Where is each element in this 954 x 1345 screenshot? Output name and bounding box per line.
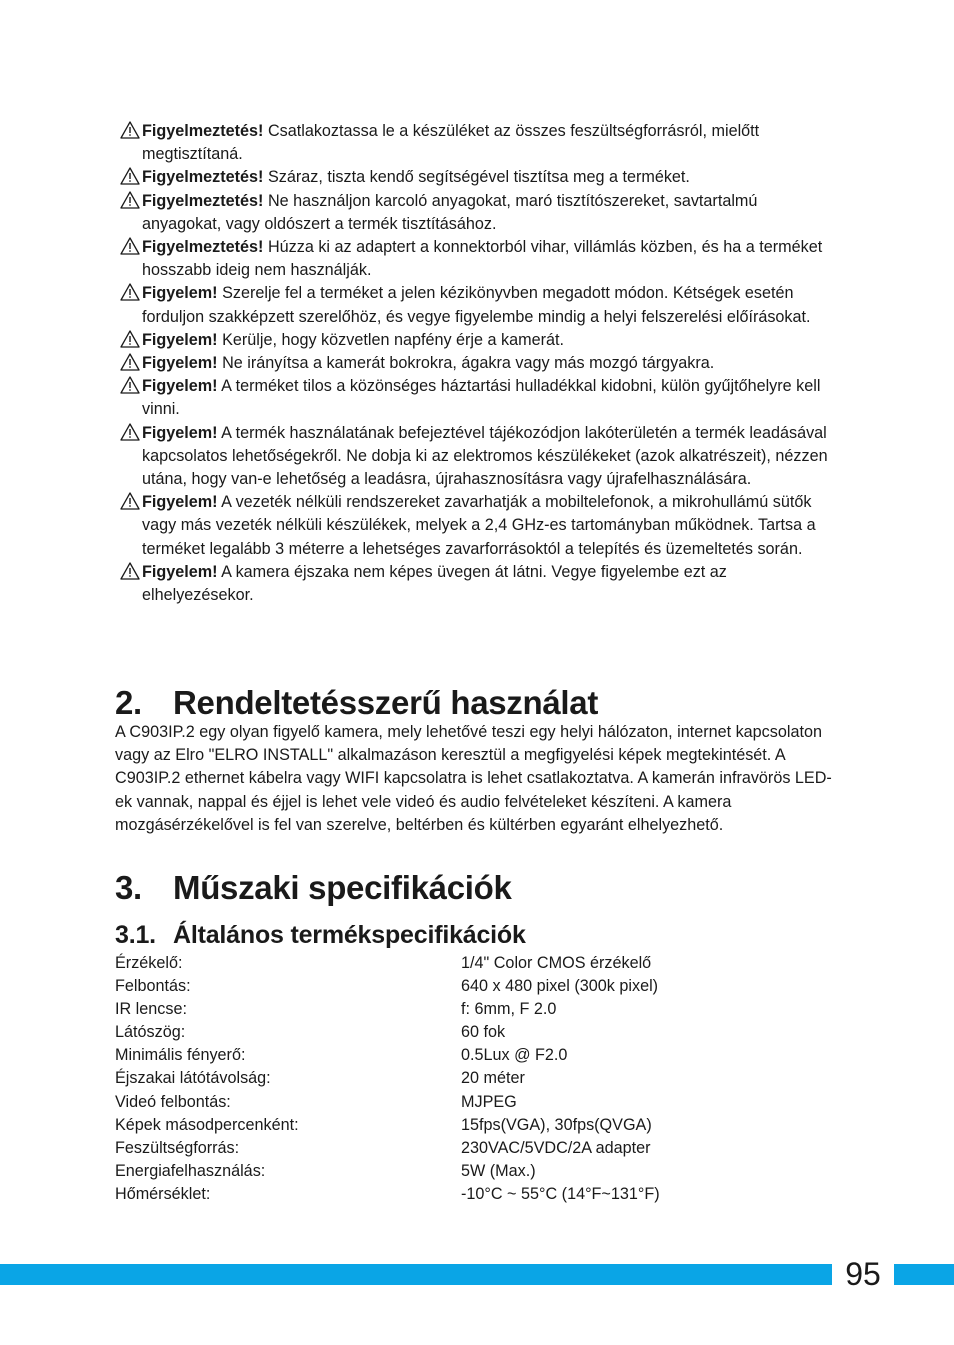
spec-key: Feszültségforrás: <box>115 1138 240 1157</box>
page-number: 95 <box>832 1256 894 1293</box>
warning-triangle-icon <box>120 330 140 348</box>
warning-triangle-icon <box>120 353 140 371</box>
warning-item <box>118 282 838 328</box>
warning-label: Figyelem! <box>142 284 218 303</box>
spec-key: Látószög: <box>115 1023 186 1042</box>
footer-bar <box>0 1264 954 1285</box>
spec-key: Videó felbontás: <box>115 1092 231 1111</box>
section-number: 2. <box>115 684 142 721</box>
warning-label: Figyelmeztetés! <box>142 191 264 210</box>
warning-item <box>118 190 838 236</box>
section-number: 3. <box>115 869 142 906</box>
warning-label: Figyelem! <box>142 377 218 396</box>
warning-label: Figyelem! <box>142 493 218 512</box>
spec-key: Felbontás: <box>115 977 191 996</box>
spec-row <box>115 1183 835 1206</box>
warnings-list <box>118 120 838 607</box>
warning-item <box>118 329 838 352</box>
warning-triangle-icon <box>120 237 140 255</box>
spec-value: 20 méter <box>461 1069 525 1088</box>
spec-key: Energiafelhasználás: <box>115 1161 266 1180</box>
spec-value: 0.5Lux @ F2.0 <box>461 1046 568 1065</box>
warning-item <box>118 236 838 282</box>
warning-label: Figyelmeztetés! <box>142 168 264 187</box>
warning-text: A terméket tilos a közönséges háztartási hulladékkal kidobni, külön gyűjtőhelyre kell vinni. <box>142 377 821 419</box>
spec-row <box>115 1137 835 1160</box>
warning-label: Figyelem! <box>142 562 218 581</box>
spec-row <box>115 1160 835 1183</box>
spec-key: IR lencse: <box>115 1000 187 1019</box>
warning-label: Figyelem! <box>142 423 218 442</box>
spec-key: Érzékelő: <box>115 954 183 972</box>
warning-text: Szerelje fel a terméket a jelen kézikönyvben megadott módon. Kétségek esetén forduljon szakképzett szerelőhöz, és vegye figyelembe mindig a helyi felszerelési előírásokat. <box>142 284 811 326</box>
section-title: Rendeltetésszerű használat <box>173 684 599 721</box>
warning-triangle-icon <box>120 562 140 580</box>
intended-use-paragraph: A C903IP.2 egy olyan figyelő kamera, mely lehetővé teszi egy helyi hálózaton, internet kapcsolaton vagy az Elro "ELRO INSTALL" alkalmazáson keresztül a megfigyelési képek megtekintését. A C903IP.2 ethernet kábelra vagy WIFI kapcsolatra is lehet csatlakoztatva. A kamerán infravörös LED-ek vannak, nappal és éjjel is lehet vele videó és audio felvételeket készíteni. A kamera mozgásérzékelővel is fel van szerelve, beltérben és kültérben egyaránt elhelyezhető. <box>115 723 832 834</box>
spec-key: Képek másodpercenként: <box>115 1115 299 1134</box>
warning-item <box>118 352 838 375</box>
warning-text: Ne irányítsa a kamerát bokrokra, ágakra vagy más mozgó tárgyakra. <box>217 354 715 373</box>
spec-row <box>115 952 835 975</box>
warning-item <box>118 120 838 166</box>
spec-value: 640 x 480 pixel (300k pixel) <box>461 977 659 996</box>
warning-item <box>118 375 838 421</box>
warning-triangle-icon <box>120 191 140 209</box>
spec-value: 230VAC/5VDC/2A adapter <box>461 1138 651 1157</box>
spec-key: Minimális fényerő: <box>115 1046 246 1065</box>
warning-item <box>118 561 838 607</box>
spec-row <box>115 1067 835 1090</box>
spec-value: f: 6mm, F 2.0 <box>461 1000 557 1019</box>
warning-triangle-icon <box>120 492 140 510</box>
section-3-heading <box>115 868 512 908</box>
spec-table <box>115 952 835 1206</box>
spec-value: 5W (Max.) <box>461 1161 536 1180</box>
section-2-heading <box>115 683 598 723</box>
subsection-number: 3.1. <box>115 921 156 949</box>
section-title: Műszaki specifikációk <box>173 869 512 906</box>
warning-label: Figyelmeztetés! <box>142 122 264 140</box>
spec-value: -10°C ~ 55°C (14°F~131°F) <box>461 1184 660 1203</box>
warning-triangle-icon <box>120 376 140 394</box>
subsection-3-1-heading <box>115 919 526 951</box>
warning-text: A vezeték nélküli rendszereket zavarhatják a mobiltelefonok, a mikrohullámú sütők vagy más vezeték nélküli készülékek, melyek a 2,4 GHz-es tartományban működnek. Tartsa a terméket legalább 3 méterre a lehetséges zavarforrásoktól a telepítés és üzemeltetés során. <box>142 493 816 558</box>
warning-label: Figyelem! <box>142 330 218 349</box>
spec-key: Hőmérséklet: <box>115 1184 211 1203</box>
warning-item <box>118 166 838 189</box>
warning-triangle-icon <box>120 167 140 185</box>
warning-text: A termék használatának befejeztével tájékozódjon lakóterületén a termék leadásával kapcsolatos lehetőségekről. Ne dobja ki az elektromos készülékeket (azok alkatrészeit), nézzen utána, hogy van-e lehetőség a leadásra, újrahasznosításra vagy újrafelhasználására. <box>142 423 828 489</box>
warning-triangle-icon <box>120 121 140 139</box>
spec-row <box>115 1091 835 1114</box>
warning-triangle-icon <box>120 283 140 301</box>
warning-text: Csatlakoztassa le a készüléket az összes feszültségforrásról, mielőtt megtisztítaná. <box>142 122 760 164</box>
spec-value: MJPEG <box>461 1092 517 1111</box>
spec-key: Éjszakai látótávolság: <box>115 1069 271 1088</box>
warning-text: Száraz, tiszta kendő segítségével tisztítsa meg a terméket. <box>263 168 690 187</box>
warning-text: Ne használjon karcoló anyagokat, maró tisztítószereket, savtartalmú anyagokat, vagy oldószert a termék tisztításához. <box>142 191 758 233</box>
spec-row <box>115 1114 835 1137</box>
warning-text: Kerülje, hogy közvetlen napfény érje a kamerát. <box>217 330 565 349</box>
spec-value: 60 fok <box>461 1023 506 1042</box>
warning-item <box>118 491 838 561</box>
spec-row <box>115 998 835 1021</box>
warning-text: A kamera éjszaka nem képes üvegen át látni. Vegye figyelembe ezt az elhelyezésekor. <box>142 562 727 605</box>
warning-text: Húzza ki az adaptert a konnektorból vihar, villámlás közben, és ha a terméket hosszabb ideig nem használják. <box>142 238 823 280</box>
spec-row <box>115 1021 835 1044</box>
warning-item <box>118 422 838 492</box>
spec-row <box>115 975 835 998</box>
spec-row <box>115 1044 835 1067</box>
warning-label: Figyelmeztetés! <box>142 238 264 257</box>
warning-triangle-icon <box>120 423 140 441</box>
spec-value: 15fps(VGA), 30fps(QVGA) <box>461 1115 652 1134</box>
warning-label: Figyelem! <box>142 354 218 373</box>
subsection-title: Általános termékspecifikációk <box>173 921 526 949</box>
spec-value: 1/4" Color CMOS érzékelő <box>461 954 652 972</box>
